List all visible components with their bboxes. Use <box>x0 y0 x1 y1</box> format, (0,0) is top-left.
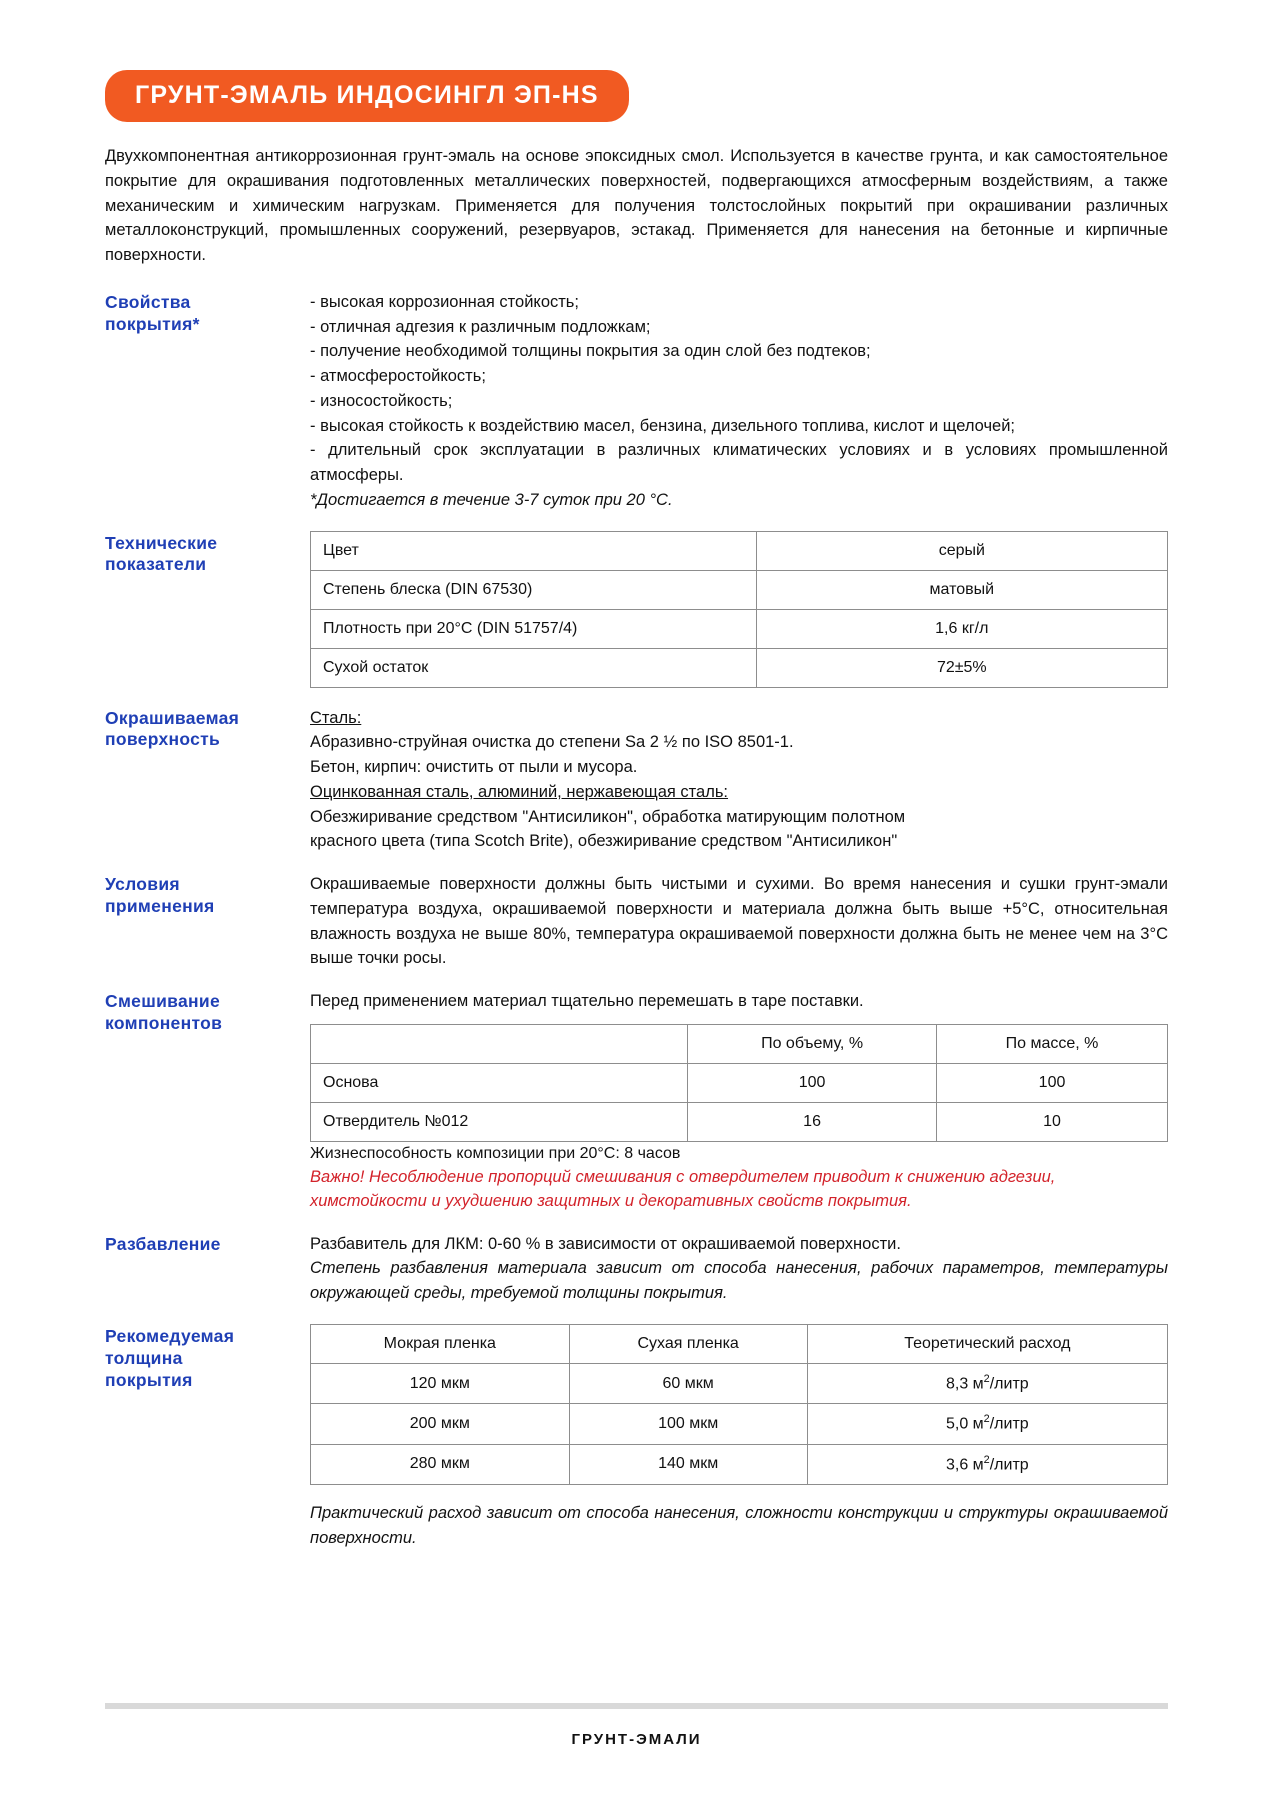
section-mixing <box>105 989 1168 1214</box>
list-item: - атмосферостойкость; <box>310 367 486 385</box>
consumption-value: 5,0 м <box>945 1415 984 1433</box>
section-thinning <box>105 1232 1168 1306</box>
section-body-thinning <box>310 1232 1168 1306</box>
section-label-thickness <box>105 1324 310 1392</box>
label-line-3: покрытия <box>105 1369 193 1390</box>
list-item: - высокая коррозионная стойкость; <box>310 292 579 311</box>
table-row <box>311 648 1168 687</box>
section-body-mixing <box>310 989 1168 1214</box>
thickness-consumption <box>807 1404 1167 1444</box>
tech-key: Сухой остаток <box>311 648 757 687</box>
label-line-1: Разбавление <box>105 1233 221 1254</box>
tech-table <box>310 531 1168 688</box>
table-row <box>311 570 1168 609</box>
mixing-note: Жизнеспособность композиции при 20°С: 8 часов <box>310 1144 681 1162</box>
mixing-cell: Отвердитель №012 <box>311 1102 688 1141</box>
tech-key: Степень блеска (DIN 67530) <box>311 570 757 609</box>
thickness-wet: 120 мкм <box>311 1363 570 1403</box>
properties-footnote: *Достигается в течение 3-7 суток при 20 °С. <box>310 490 673 509</box>
label-line-1: Смешивание <box>105 991 220 1011</box>
surface-line: Обезжиривание средством "Антисиликон", обработка матирующим полотном <box>310 807 906 826</box>
tech-key: Плотность при 20°C (DIN 51757/4) <box>311 609 757 648</box>
tech-value: 72±5% <box>756 648 1167 687</box>
table-header-row <box>311 1324 1168 1363</box>
section-label-properties <box>105 290 310 336</box>
label-line-2: поверхность <box>105 729 221 750</box>
thickness-wet: 280 мкм <box>311 1444 570 1484</box>
section-properties <box>105 290 1168 513</box>
mixing-cell: 16 <box>688 1102 937 1141</box>
label-line-2: применения <box>105 895 215 916</box>
thickness-consumption <box>807 1363 1167 1403</box>
label-star: * <box>192 313 200 334</box>
tech-value: 1,6 кг/л <box>756 609 1167 648</box>
tech-value: матовый <box>756 570 1167 609</box>
list-item: - длительный срок эксплуатации в различных климатических условиях и в условиях промышленной атмосферы. <box>310 441 1168 484</box>
surface-line: Оцинкованная сталь, алюминий, нержавеющая сталь: <box>310 782 729 801</box>
section-label-tech <box>105 531 310 577</box>
label-line-1: Окрашиваемая <box>105 707 240 728</box>
list-item: - получение необходимой толщины покрытия за один слой без подтеков; <box>310 342 871 361</box>
thickness-consumption <box>807 1444 1167 1484</box>
thickness-table <box>310 1324 1168 1485</box>
surface-line: красного цвета (типа Scotch Brite), обезжиривание средством "Антисиликон" <box>310 832 898 851</box>
consumption-sup: 2 <box>983 1372 990 1385</box>
tech-key: Цвет <box>311 531 757 570</box>
tech-value: серый <box>756 531 1167 570</box>
surface-line: Сталь: <box>310 708 362 727</box>
conditions-text: Окрашиваемые поверхности должны быть чистыми и сухими. Во время нанесения и сушки грунт-эмали температура воздуха, окрашиваемой поверхности и материала должна быть выше +5°С, относительная влажность воздуха не выше 80%, температура окрашиваемой поверхности должна быть не менее чем на 3°С выше точки росы. <box>310 875 1168 968</box>
section-thickness <box>105 1324 1168 1550</box>
section-label-conditions <box>105 872 310 918</box>
thinning-line: Степень разбавления материала зависит от способа нанесения, рабочих параметров, температуры окружающей среды, требуемой толщины покрытия. <box>310 1259 1168 1303</box>
table-row <box>311 1063 1168 1102</box>
consumption-unit: /литр <box>989 1455 1029 1473</box>
section-body-tech <box>310 531 1168 688</box>
mixing-header: По объему, % <box>688 1024 937 1063</box>
mixing-cell: Основа <box>311 1063 688 1102</box>
section-body-properties <box>310 290 1168 513</box>
thickness-wet: 200 мкм <box>311 1404 570 1444</box>
table-row <box>311 1102 1168 1141</box>
list-item: - отличная адгезия к различным подложкам; <box>310 317 651 336</box>
thickness-dry: 100 мкм <box>569 1404 807 1444</box>
intro-paragraph: Двухкомпонентная антикоррозионная грунт-эмаль на основе эпоксидных смол. Используется в качестве грунта, и как самостоятельное покрытие для окрашивания подготовленных металлических поверхностей, подвергающихся атмосферным воздействиям, а также механическим и химическим нагрузкам. Применяется для получения толстослойных покрытий при окрашивании различных металлоконструкций, промышленных сооружений, резервуаров, эстакад. Применяется для нанесения на бетонные и кирпичные поверхности. <box>105 147 1168 264</box>
thickness-dry: 60 мкм <box>569 1363 807 1403</box>
label-line-1: Свойства <box>105 291 191 312</box>
section-surface <box>105 706 1168 855</box>
consumption-value: 8,3 м <box>945 1375 984 1393</box>
thinning-line: Разбавитель для ЛКМ: 0-60 % в зависимости от окрашиваемой поверхности. <box>310 1234 901 1253</box>
consumption-unit: /литр <box>989 1415 1029 1433</box>
mixing-header: По массе, % <box>937 1024 1168 1063</box>
consumption-unit: /литр <box>989 1375 1029 1393</box>
section-body-conditions <box>310 872 1168 971</box>
mixing-warning: Важно! Несоблюдение пропорций смешивания с отвердителем приводит к снижению адгезии, химстойкости и ухудшению защитных и декоративных свойств покрытия. <box>310 1167 1056 1210</box>
thickness-header: Теоретический расход <box>807 1324 1167 1363</box>
mixing-cell: 10 <box>937 1102 1168 1141</box>
section-body-thickness <box>310 1324 1168 1550</box>
thickness-header: Сухая пленка <box>569 1324 807 1363</box>
mixing-header <box>311 1024 688 1063</box>
bottom-spacer <box>105 1568 1168 1648</box>
mixing-table <box>310 1024 1168 1142</box>
section-label-mixing <box>105 989 310 1035</box>
table-row <box>311 1363 1168 1403</box>
thickness-dry: 140 мкм <box>569 1444 807 1484</box>
surface-line: Бетон, кирпич: очистить от пыли и мусора. <box>310 758 638 776</box>
list-item: - высокая стойкость к воздействию масел, бензина, дизельного топлива, кислот и щелочей; <box>310 416 1016 435</box>
table-row <box>311 1404 1168 1444</box>
surface-line: Абразивно-струйная очистка до степени Sa 2 ½ по ISO 8501-1. <box>310 733 794 752</box>
list-item: - износостойкость; <box>310 391 453 410</box>
thickness-note: Практический расход зависит от способа нанесения, сложности конструкции и структуры окрашиваемой поверхности. <box>310 1503 1168 1547</box>
mixing-cell: 100 <box>937 1063 1168 1102</box>
label-line-2: толщина <box>105 1347 183 1368</box>
label-line-1: Технические <box>105 532 218 553</box>
page-title: ГРУНТ-ЭМАЛЬ ИНДОСИНГЛ ЭП-HS <box>105 70 629 122</box>
table-row <box>311 1444 1168 1484</box>
section-label-surface <box>105 706 310 752</box>
section-conditions <box>105 872 1168 971</box>
consumption-sup: 2 <box>983 1453 990 1466</box>
table-row <box>311 609 1168 648</box>
label-line-1: Рекомедуемая <box>105 1325 235 1346</box>
label-line-2: компонентов <box>105 1012 223 1033</box>
mixing-cell: 100 <box>688 1063 937 1102</box>
section-label-thinning <box>105 1232 310 1256</box>
table-header-row <box>311 1024 1168 1063</box>
footer-text: ГРУНТ-ЭМАЛИ <box>571 1731 702 1749</box>
section-body-surface <box>310 706 1168 855</box>
footer-divider <box>105 1703 1168 1709</box>
mixing-lead: Перед применением материал тщательно перемешать в таре поставки. <box>310 992 864 1010</box>
label-line-1: Условия <box>105 874 180 894</box>
label-line-2: покрытия <box>105 313 193 334</box>
table-row <box>311 531 1168 570</box>
label-line-2: показатели <box>105 554 207 575</box>
consumption-value: 3,6 м <box>945 1455 984 1473</box>
section-tech <box>105 531 1168 688</box>
consumption-sup: 2 <box>983 1413 990 1426</box>
thickness-header: Мокрая пленка <box>311 1324 570 1363</box>
